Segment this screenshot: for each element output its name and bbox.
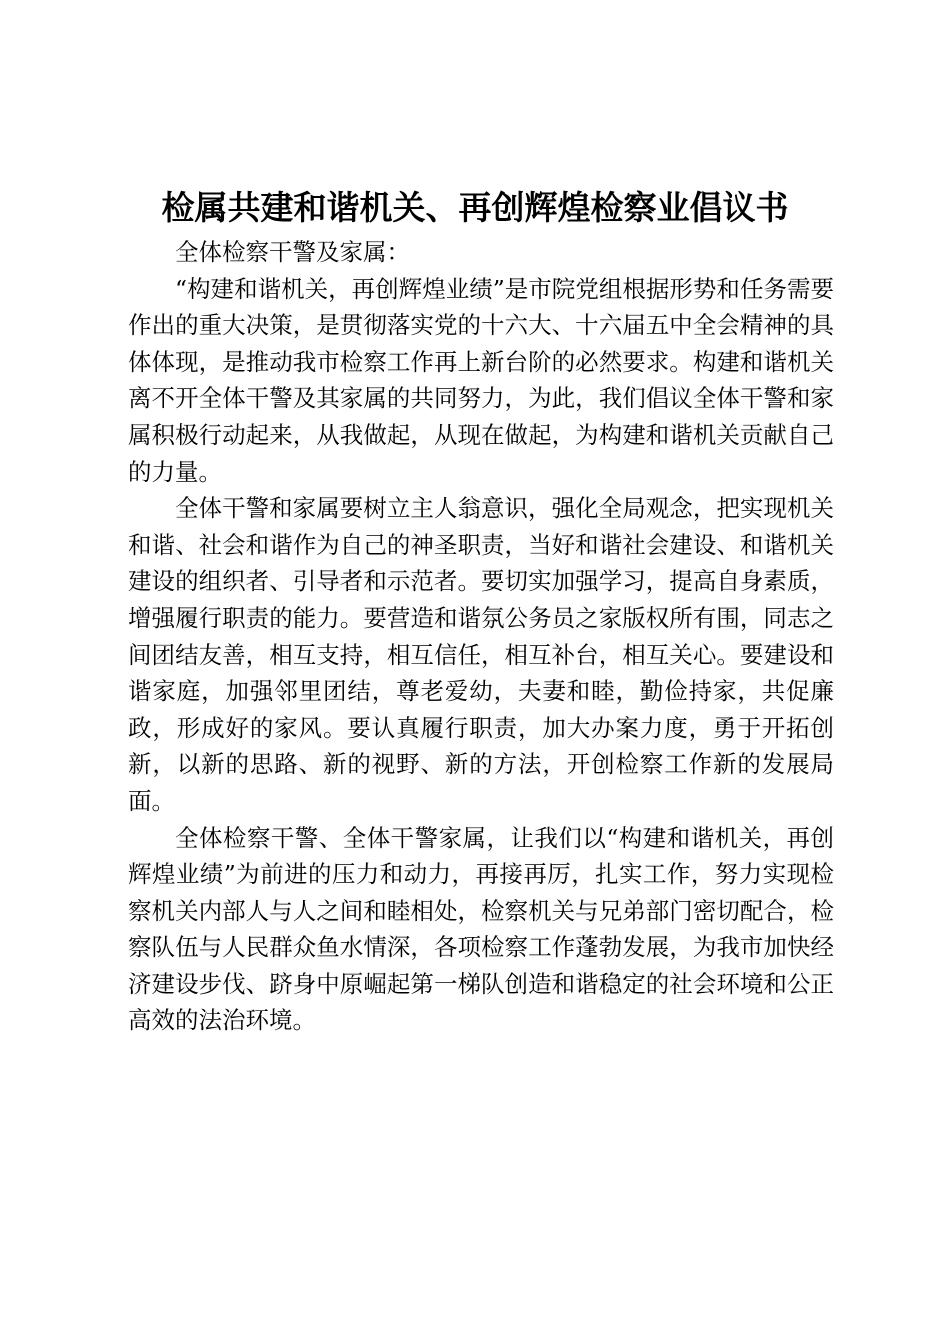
document-body: [128, 234, 834, 1039]
salutation: 全体检察干警及家属：: [175, 238, 410, 266]
paragraph-1: “构建和谐机关，再创辉煌业绩”是市院党组根据形势和任务需要作出的重大决策，是贯彻落实党的十六大、十六届五中全会精神的具体体现，是推动我市检察工作再上新台阶的必然要求。构建和谐机关离不开全体干警及其家属的共同努力，为此，我们倡议全体干警和家属积极行动起来，从我做起，从现在做起，为构建和谐机关贡献自己的力量。: [128, 274, 834, 486]
paragraph-2: 全体干警和家属要树立主人翁意识，强化全局观念，把实现机关和谐、社会和谐作为自己的神圣职责，当好和谐社会建设、和谐机关建设的组织者、引导者和示范者。要切实加强学习，提高自身素质，增强履行职责的能力。要营造和谐氛公务员之家版权所有围，同志之间团结友善，相互支持，相互信任，相互补台，相互关心。要建设和谐家庭，加强邻里团结，尊老爱幼，夫妻和睦，勤俭持家，共促廉政，形成好的家风。要认真履行职责，加大办案力度，勇于开拓创新，以新的思路、新的视野、新的方法，开创检察工作新的发展局面。: [128, 494, 834, 815]
paragraph-3: 全体检察干警、全体干警家属，让我们以“构建和谐机关，再创辉煌业绩”为前进的压力和动力，再接再厉，扎实工作，努力实现检察机关内部人与人之间和睦相处，检察机关与兄弟部门密切配合，检察队伍与人民群众鱼水情深，各项检察工作蓬勃发展，为我市加快经济建设步伐、跻身中原崛起第一梯队创造和谐稳定的社会环境和公正高效的法治环境。: [128, 823, 834, 1035]
document-title: 检属共建和谐机关、再创辉煌检察业倡议书: [161, 188, 789, 227]
